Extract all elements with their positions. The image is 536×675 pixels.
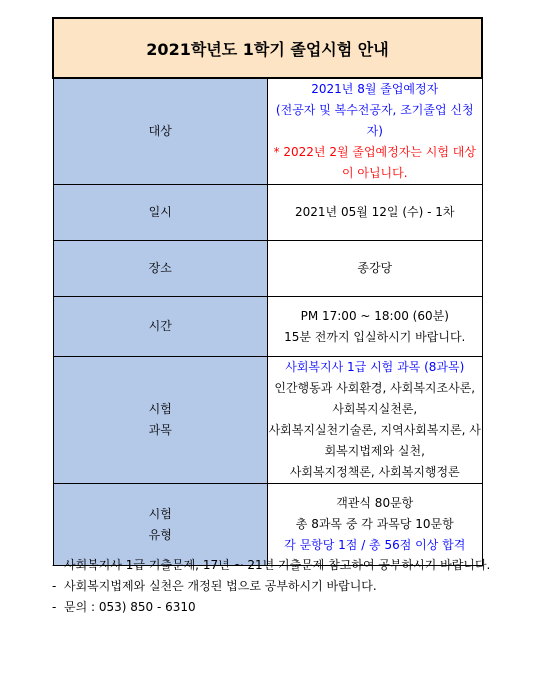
content-line: 2021년 8월 졸업예정자 [311, 82, 439, 96]
note-text: 문의 : 053) 850 - 6310 [64, 600, 196, 614]
note-item [52, 555, 492, 576]
row-label-exam-type [53, 484, 268, 566]
info-row-exam-type [53, 484, 482, 566]
row-label-datetime: 일시 [53, 185, 268, 241]
content-line: * 2022년 2월 졸업예정자는 시험 대상이 아닙니다. [273, 145, 476, 180]
note-dash: - [52, 558, 57, 572]
note-text: 사회복지법제와 실천은 개정된 법으로 공부하시기 바랍니다. [64, 579, 377, 593]
label-line: 유형 [148, 527, 172, 542]
info-row-datetime [53, 185, 482, 241]
note-dash: - [52, 579, 57, 593]
title-row [53, 18, 482, 78]
row-content-datetime [268, 185, 483, 241]
content-line: 객관식 80문항 [336, 496, 414, 510]
content-line: 각 문항당 1점 / 총 56점 이상 합격 [284, 538, 466, 552]
content-line: PM 17:00 ~ 18:00 (60분) [300, 308, 449, 323]
label-line: 시험 [148, 402, 172, 416]
info-row-time [53, 297, 482, 357]
exam-info-table [52, 17, 483, 566]
row-content-subjects [268, 357, 483, 484]
info-row-target [53, 78, 482, 185]
row-content-exam-type [268, 484, 483, 566]
info-row-subjects [53, 357, 482, 484]
row-content-time [268, 297, 483, 357]
row-label-target: 대상 [53, 78, 268, 185]
content-line: 사회복지실천기술론, 지역사회복지론, 사회복지법제와 실천, [268, 423, 481, 458]
info-row-location [53, 241, 482, 297]
content-line: 사회복지사 1급 시험 과목 (8과목) [285, 360, 465, 374]
note-item [52, 576, 492, 597]
notes-list [52, 555, 492, 618]
note-dash: - [52, 600, 57, 614]
row-label-time: 시간 [53, 297, 268, 357]
row-content-location [268, 241, 483, 297]
note-text: 사회복지사 1급 기출문제, 17년 ~ 21년 기출문제 참고하여 공부하시기 바랍니다. [64, 558, 491, 572]
row-label-subjects [53, 357, 268, 484]
content-line: 인간행동과 사회환경, 사회복지조사론, 사회복지실천론, [274, 381, 476, 416]
row-label-location: 장소 [53, 241, 268, 297]
content-line: (전공자 및 복수전공자, 조기졸업 신청자) [275, 103, 474, 138]
content-line: 사회복지정책론, 사회복지행정론 [289, 465, 460, 479]
content-line: 15분 전까지 입실하시기 바랍니다. [284, 329, 466, 344]
label-line: 시험 [148, 506, 172, 521]
content-line: 종강당 [357, 261, 393, 275]
note-item [52, 597, 492, 618]
row-content-target [268, 78, 483, 185]
content-line: 총 8과목 중 각 과목당 10문항 [295, 517, 454, 531]
document-title: 2021학년도 1학기 졸업시험 안내 [53, 18, 482, 78]
label-line: 과목 [148, 423, 172, 437]
content-line: 2021년 05월 12일 (수) - 1차 [295, 205, 455, 219]
